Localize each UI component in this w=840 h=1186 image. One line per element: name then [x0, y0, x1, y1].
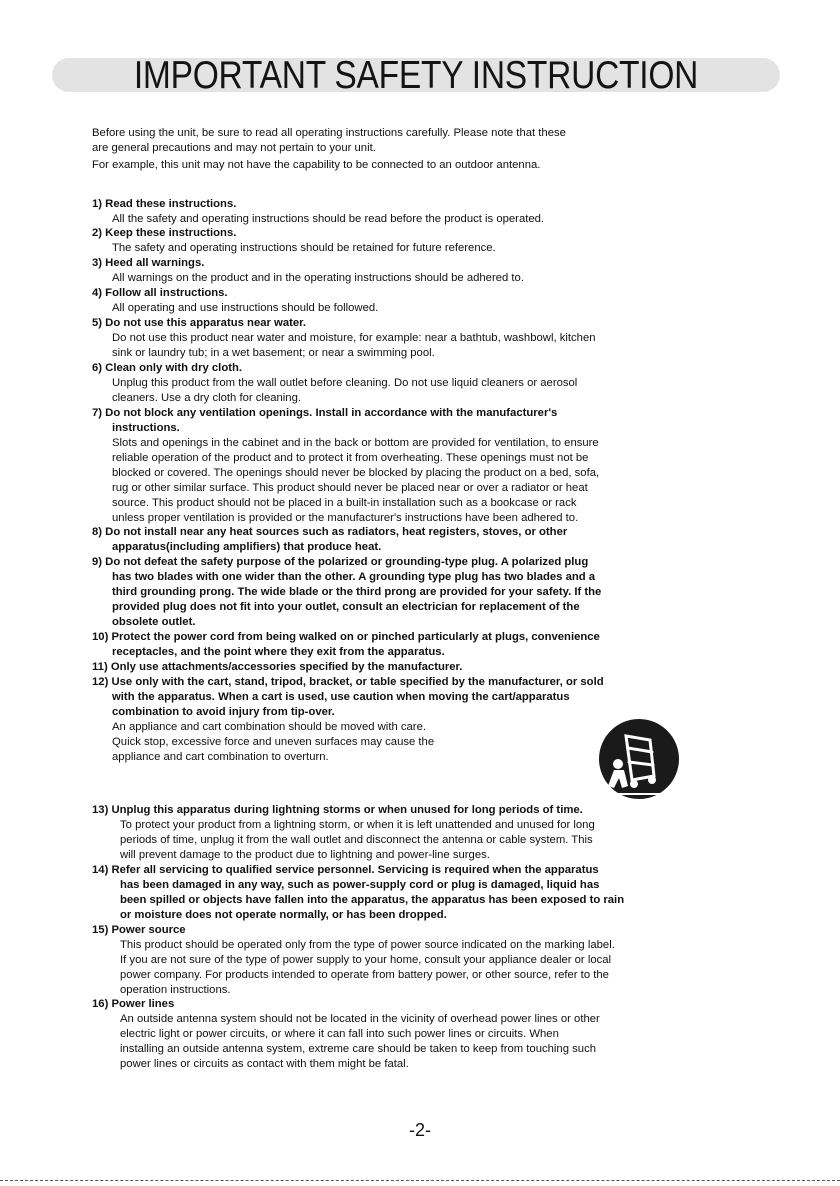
- item-heading: 2) Keep these instructions.: [92, 227, 237, 239]
- intro-line: are general precautions and may not pertain to your unit.: [92, 142, 376, 154]
- item-body: An outside antenna system should not be located in the vicinity of overhead power lines or other: [120, 1013, 600, 1025]
- item-body: Unplug this product from the wall outlet before cleaning. Do not use liquid cleaners or aerosol: [112, 377, 578, 389]
- item-body: unless proper ventilation is provided or the manufacturer's instructions have been adhered to.: [112, 512, 579, 524]
- item-body: To protect your product from a lightning storm, or when it is left unattended and unused for long: [120, 819, 595, 831]
- item-heading: 5) Do not use this apparatus near water.: [92, 317, 307, 329]
- item-heading: been spilled or objects have fallen into the apparatus, the apparatus has been exposed to rain: [120, 894, 625, 906]
- item-heading: 7) Do not block any ventilation openings. Install in accordance with the manufacturer's: [92, 407, 558, 419]
- item-heading: receptacles, and the point where they exit from the apparatus.: [112, 646, 445, 658]
- intro-line: For example, this unit may not have the capability to be connected to an outdoor antenna.: [92, 159, 541, 171]
- item-heading: 15) Power source: [92, 924, 186, 936]
- item-heading: instructions.: [112, 422, 180, 434]
- item-heading: 3) Heed all warnings.: [92, 257, 205, 269]
- item-heading: apparatus(including amplifiers) that produce heat.: [112, 541, 382, 553]
- item-body: power lines or circuits as contact with them might be fatal.: [120, 1058, 409, 1070]
- item-body: rug or other similar surface. This product should never be placed near or over a radiator or heat: [112, 482, 588, 494]
- item-body: Slots and openings in the cabinet and in the back or bottom are provided for ventilation, to ensure: [112, 437, 599, 449]
- item-heading: 6) Clean only with dry cloth.: [92, 362, 243, 374]
- item-heading: 10) Protect the power cord from being walked on or pinched particularly at plugs, convenience: [92, 631, 600, 643]
- item-body: The safety and operating instructions should be retained for future reference.: [112, 242, 496, 254]
- item-heading: 12) Use only with the cart, stand, tripod, bracket, or table specified by the manufacturer, or sold: [92, 676, 604, 688]
- item-body: This product should be operated only from the type of power source indicated on the marking label.: [120, 939, 615, 951]
- item-body: cleaners. Use a dry cloth for cleaning.: [112, 392, 302, 404]
- item-body: blocked or covered. The openings should never be blocked by placing the product on a bed, sofa,: [112, 467, 600, 479]
- item-heading: 1) Read these instructions.: [92, 198, 237, 210]
- item-heading: 14) Refer all servicing to qualified service personnel. Servicing is required when the apparatus: [92, 864, 599, 876]
- item-heading: 11) Only use attachments/accessories specified by the manufacturer.: [92, 661, 463, 673]
- item-heading: with the apparatus. When a cart is used, use caution when moving the cart/apparatus: [112, 691, 570, 703]
- item-heading: 13) Unplug this apparatus during lightning storms or when unused for long periods of time.: [92, 804, 583, 816]
- item-body: All operating and use instructions should be followed.: [112, 302, 379, 314]
- item-body: installing an outside antenna system, extreme care should be taken to keep from touching such: [120, 1043, 597, 1055]
- item-body: If you are not sure of the type of power supply to your home, consult your appliance dealer or local: [120, 954, 612, 966]
- item-heading: has been damaged in any way, such as power-supply cord or plug is damaged, liquid has: [120, 879, 600, 891]
- item-body: Do not use this product near water and moisture, for example: near a bathtub, washbowl, kitchen: [112, 332, 596, 344]
- item-heading: has two blades with one wider than the other. A grounding type plug has two blades and a: [112, 571, 596, 583]
- item-heading: obsolete outlet.: [112, 616, 196, 628]
- page-number: -2-: [409, 1120, 431, 1140]
- item-heading: 9) Do not defeat the safety purpose of the polarized or grounding-type plug. A polarized plug: [92, 556, 589, 568]
- item-body: reliable operation of the product and to protect it from overheating. These openings must not be: [112, 452, 589, 464]
- item-body: source. This product should not be placed in a built-in installation such as a bookcase or rack: [112, 497, 577, 509]
- item-heading: third grounding prong. The wide blade or the third prong are provided for your safety. If the: [112, 586, 602, 598]
- item-heading: provided plug does not fit into your outlet, consult an electrician for replacement of the: [112, 601, 580, 613]
- cart-tip-over-icon: [598, 718, 680, 800]
- item-body: power company. For products intended to operate from battery power, or other source, refer to the: [120, 969, 609, 981]
- item-body: operation instructions.: [120, 984, 231, 996]
- item-body: periods of time, unplug it from the wall outlet and disconnect the antenna or cable system. This: [120, 834, 593, 846]
- item-body: An appliance and cart combination should be moved with care.: [112, 721, 426, 733]
- item-heading: 16) Power lines: [92, 998, 175, 1010]
- item-body: electric light or power circuits, or where it can fall into such power lines or circuits. When: [120, 1028, 559, 1040]
- item-body: will prevent damage to the product due to lightning and power-line surges.: [120, 849, 490, 861]
- item-body: sink or laundry tub; in a wet basement; or near a swimming pool.: [112, 347, 435, 359]
- item-heading: 4) Follow all instructions.: [92, 287, 228, 299]
- item-body: All the safety and operating instructions should be read before the product is operated.: [112, 213, 545, 225]
- item-heading: or moisture does not operate normally, or has been dropped.: [120, 909, 447, 921]
- item-body: appliance and cart combination to overturn.: [112, 751, 329, 763]
- item-heading: combination to avoid injury from tip-over.: [112, 706, 335, 718]
- page-title: IMPORTANT SAFETY INSTRUCTION: [133, 54, 699, 97]
- item-body: All warnings on the product and in the operating instructions should be adhered to.: [112, 272, 524, 284]
- bottom-divider: [0, 1180, 840, 1181]
- item-heading: 8) Do not install near any heat sources such as radiators, heat registers, stoves, or other: [92, 526, 568, 538]
- item-body: Quick stop, excessive force and uneven surfaces may cause the: [112, 736, 435, 748]
- intro-line: Before using the unit, be sure to read all operating instructions carefully. Please note that these: [92, 127, 566, 139]
